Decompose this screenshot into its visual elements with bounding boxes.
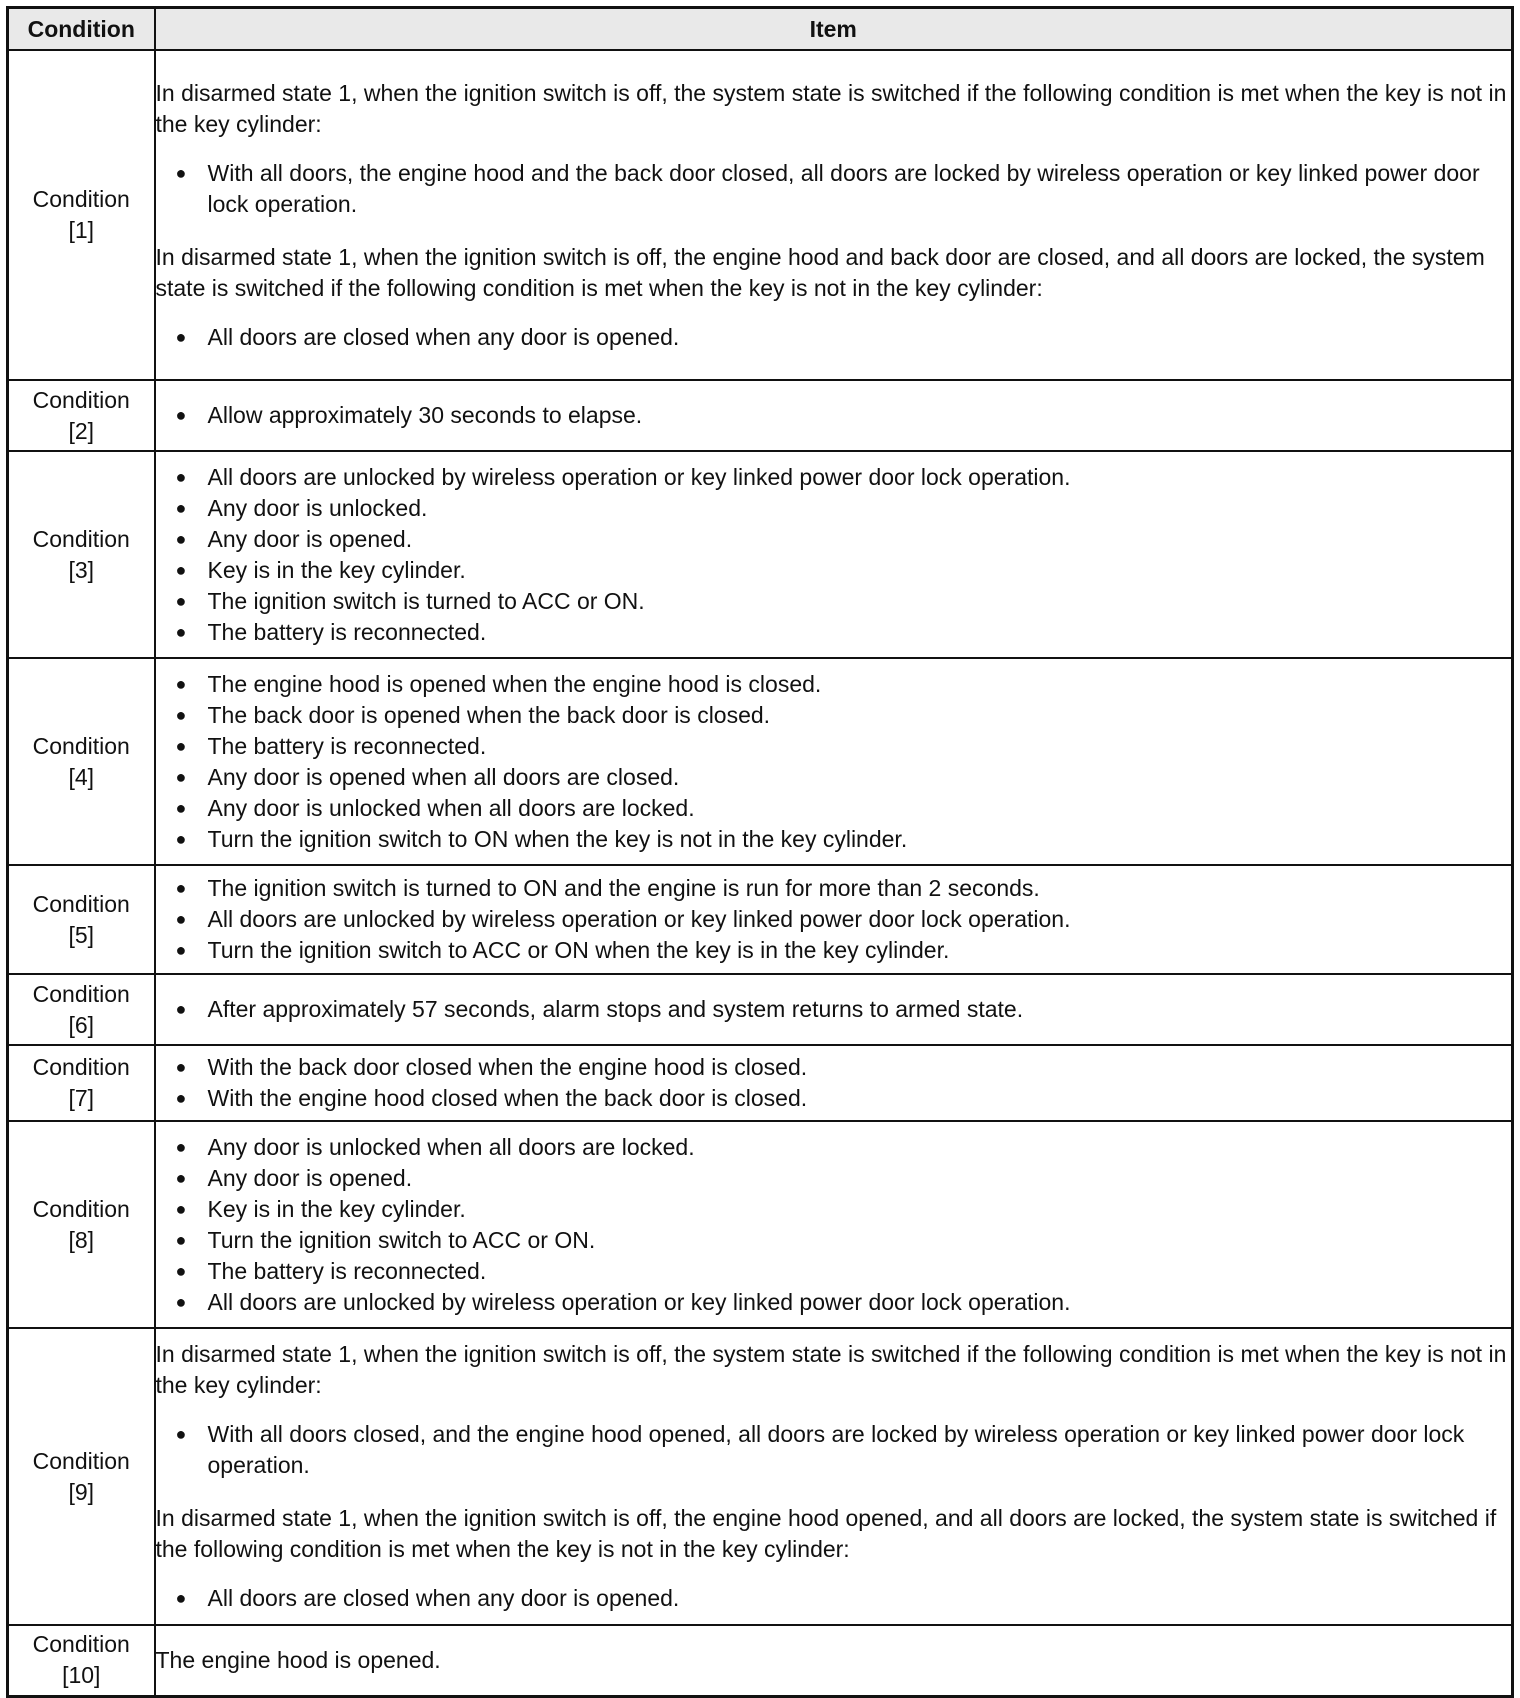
- item-cell: [155, 380, 1513, 451]
- item-cell: [155, 865, 1513, 974]
- list-item: ● Any door is opened when all doors are closed.: [156, 762, 1512, 793]
- bullet-list: [156, 322, 1512, 353]
- list-item: ● All doors are unlocked by wireless operation or key linked power door lock operation.: [156, 904, 1512, 935]
- condition-number: [2]: [68, 417, 95, 444]
- bullet-list: [156, 400, 1512, 431]
- condition-number: [7]: [68, 1085, 95, 1111]
- header-item: Item: [155, 8, 1513, 51]
- item-paragraph: In disarmed state 1, when the ignition switch is off, the system state is switched if the following condition is met when the key is not in the key cylinder:: [155, 79, 1507, 137]
- bullet-list: [156, 873, 1512, 966]
- list-item: ● Allow approximately 30 seconds to elapse.: [156, 400, 1512, 431]
- item-paragraph: The engine hood is opened.: [155, 1646, 441, 1673]
- condition-number: [9]: [68, 1478, 95, 1505]
- condition-number: [10]: [62, 1662, 101, 1689]
- condition-label: [8, 380, 155, 451]
- list-item: ● With the back door closed when the engine hood is closed.: [156, 1052, 1512, 1083]
- bullet-list: [156, 1419, 1512, 1481]
- list-item: ● The ignition switch is turned to ACC or ON.: [156, 586, 1512, 617]
- condition-label: [8, 451, 155, 658]
- table-row: [8, 50, 1513, 380]
- item-paragraph: In disarmed state 1, when the ignition switch is off, the system state is switched if the following condition is met when the key is not in the key cylinder:: [155, 1341, 1507, 1398]
- list-item: ● Turn the ignition switch to ON when the key is not in the key cylinder.: [156, 824, 1512, 855]
- condition-number: [1]: [68, 217, 95, 243]
- list-item: ● Any door is opened.: [156, 524, 1512, 555]
- list-item: ● All doors are closed when any door is opened.: [156, 1583, 1512, 1614]
- list-item: ● Any door is unlocked.: [156, 493, 1512, 524]
- condition-label: [8, 865, 155, 974]
- bullet-list: [156, 1132, 1512, 1318]
- condition-name: Condition: [32, 1631, 130, 1658]
- table-row: [8, 1625, 1513, 1696]
- condition-label: [8, 1121, 155, 1328]
- table-row: [8, 1045, 1513, 1121]
- condition-name: Condition: [32, 186, 130, 212]
- list-item: ● Any door is opened.: [156, 1163, 1512, 1194]
- list-item: ● All doors are closed when any door is opened.: [156, 322, 1512, 353]
- table-row: [8, 1328, 1513, 1625]
- bullet-list: [156, 1052, 1512, 1114]
- item-cell: [155, 451, 1513, 658]
- table-row: [8, 658, 1513, 865]
- item-cell: [155, 1045, 1513, 1121]
- table-row: [8, 451, 1513, 658]
- item-cell: [155, 50, 1513, 380]
- condition-number: [4]: [68, 763, 95, 790]
- item-paragraph: In disarmed state 1, when the ignition switch is off, the engine hood and back door are closed, and all doors are locked, the system state is switched if the following condition is met when the key is not in the key cylinder:: [155, 243, 1485, 301]
- list-item: ● Turn the ignition switch to ACC or ON.: [156, 1225, 1512, 1256]
- item-cell: [155, 658, 1513, 865]
- table-row: [8, 380, 1513, 451]
- item-cell: [155, 1121, 1513, 1328]
- condition-number: [6]: [68, 1011, 95, 1038]
- condition-name: Condition: [32, 1195, 130, 1222]
- bullet-list: [156, 669, 1512, 855]
- condition-name: Condition: [32, 386, 130, 413]
- condition-label: [8, 974, 155, 1045]
- list-item: ● The battery is reconnected.: [156, 1256, 1512, 1287]
- list-item: ● The back door is opened when the back door is closed.: [156, 700, 1512, 731]
- condition-name: Condition: [32, 732, 130, 759]
- table-row: [8, 865, 1513, 974]
- list-item: ● With all doors closed, and the engine hood opened, all doors are locked by wireless operation or key linked power door lock operation.: [156, 1419, 1512, 1481]
- list-item: ● Turn the ignition switch to ACC or ON when the key is in the key cylinder.: [156, 935, 1512, 966]
- list-item: ● With the engine hood closed when the back door is closed.: [156, 1083, 1512, 1114]
- header-row: [8, 8, 1513, 51]
- condition-name: Condition: [32, 525, 130, 552]
- list-item: ● The battery is reconnected.: [156, 617, 1512, 648]
- condition-name: Condition: [32, 1054, 130, 1080]
- condition-label: [8, 1045, 155, 1121]
- list-item: ● Key is in the key cylinder.: [156, 1194, 1512, 1225]
- condition-label: [8, 1328, 155, 1625]
- item-paragraph: In disarmed state 1, when the ignition switch is off, the engine hood opened, and all doors are locked, the system state is switched if the following condition is met when the key is not in the key cylinder:: [155, 1505, 1497, 1562]
- condition-name: Condition: [32, 890, 130, 917]
- condition-label: [8, 1625, 155, 1696]
- conditions-table: [6, 6, 1514, 1698]
- list-item: ● All doors are unlocked by wireless operation or key linked power door lock operation.: [156, 462, 1512, 493]
- list-item: ● Any door is unlocked when all doors are locked.: [156, 793, 1512, 824]
- bullet-list: [156, 1583, 1512, 1614]
- list-item: ● The engine hood is opened when the engine hood is closed.: [156, 669, 1512, 700]
- condition-label: [8, 50, 155, 380]
- table-row: [8, 1121, 1513, 1328]
- condition-name: Condition: [32, 1447, 130, 1474]
- item-cell: [155, 974, 1513, 1045]
- header-condition: Condition: [8, 8, 155, 51]
- list-item: ● Key is in the key cylinder.: [156, 555, 1512, 586]
- list-item: ● Any door is unlocked when all doors are locked.: [156, 1132, 1512, 1163]
- list-item: ● All doors are unlocked by wireless operation or key linked power door lock operation.: [156, 1287, 1512, 1318]
- list-item: ● The ignition switch is turned to ON and the engine is run for more than 2 seconds.: [156, 873, 1512, 904]
- list-item: ● With all doors, the engine hood and the back door closed, all doors are locked by wireless operation or key linked power door lock operation.: [156, 158, 1512, 220]
- condition-number: [5]: [68, 921, 95, 948]
- table-row: [8, 974, 1513, 1045]
- list-item: ● The battery is reconnected.: [156, 731, 1512, 762]
- bullet-list: [156, 994, 1512, 1025]
- bullet-list: [156, 462, 1512, 648]
- bullet-list: [156, 158, 1512, 220]
- condition-name: Condition: [32, 980, 130, 1007]
- list-item: ● After approximately 57 seconds, alarm stops and system returns to armed state.: [156, 994, 1512, 1025]
- condition-number: [8]: [68, 1226, 95, 1253]
- condition-label: [8, 658, 155, 865]
- item-cell: [155, 1625, 1513, 1696]
- item-cell: [155, 1328, 1513, 1625]
- condition-number: [3]: [68, 556, 95, 583]
